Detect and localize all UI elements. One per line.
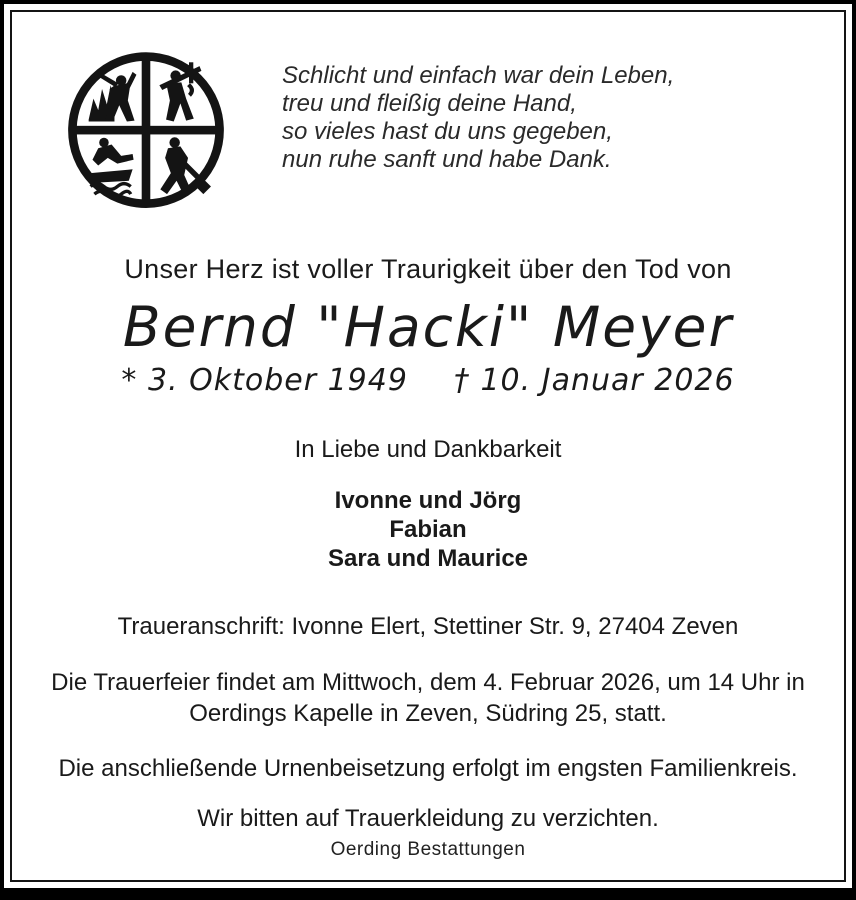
poem-line: treu und fleißig deine Hand, bbox=[282, 90, 577, 117]
header-row bbox=[60, 38, 844, 228]
deceased-name: Bernd "Hacki" Meyer bbox=[122, 295, 734, 359]
service-line: Die Trauerfeier findet am Mittwoch, dem 4. Februar 2026, um 14 Uhr in bbox=[51, 669, 805, 696]
poem-line: Schlicht und einfach war dein Leben, bbox=[282, 62, 675, 89]
service-line: Oerdings Kapelle in Zeven, Südring 25, statt. bbox=[189, 700, 667, 727]
memorial-poem bbox=[282, 62, 674, 174]
life-dates bbox=[12, 363, 844, 398]
death-date: † 10. Januar 2026 bbox=[453, 363, 735, 398]
digger-figure bbox=[160, 137, 211, 196]
notice-frame bbox=[10, 10, 846, 882]
funeral-home-name: Oerding Bestattungen bbox=[330, 839, 526, 860]
dress-note: Wir bitten auf Trauerkleidung zu verzichten. bbox=[197, 805, 659, 832]
closing-line: In Liebe und Dankbarkeit bbox=[294, 436, 562, 463]
condolence-address: Traueranschrift: Ivonne Elert, Stettiner Str. 9, 27404 Zeven bbox=[117, 613, 739, 640]
intro-line: Unser Herz ist voller Traurigkeit über den Tod von bbox=[124, 254, 732, 284]
four-trades-emblem-icon bbox=[60, 38, 232, 228]
service-info bbox=[12, 667, 844, 729]
burial-info: Die anschließende Urnenbeisetzung erfolgt im engsten Familienkreis. bbox=[58, 755, 798, 782]
family-line: Fabian bbox=[389, 516, 467, 543]
birth-date: * 3. Oktober 1949 bbox=[121, 363, 408, 398]
family-line: Sara und Maurice bbox=[327, 545, 529, 572]
poem-line: so vieles hast du uns gegeben, bbox=[282, 118, 613, 145]
family-line: Ivonne und Jörg bbox=[334, 487, 522, 514]
poem-line: nun ruhe sanft und habe Dank. bbox=[282, 146, 612, 173]
carpenter-figure bbox=[159, 62, 201, 121]
family-names bbox=[12, 486, 844, 573]
